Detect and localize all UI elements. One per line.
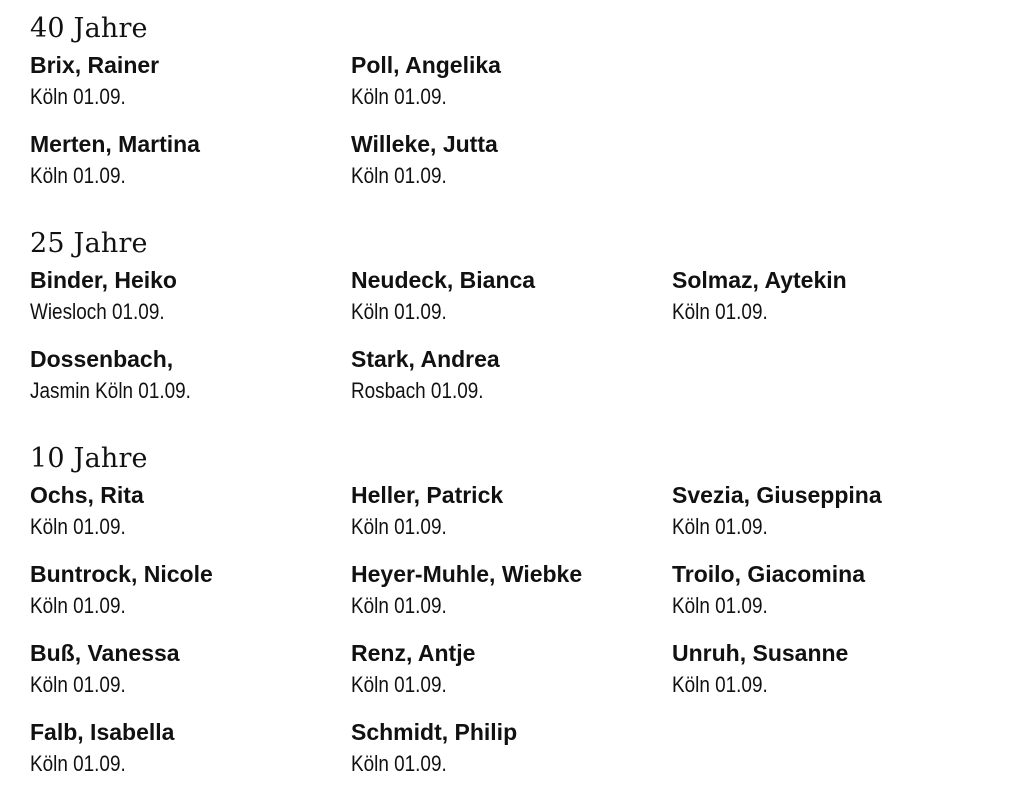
person-entry [30, 557, 351, 625]
person-name: Ochs, Rita [30, 482, 144, 508]
person-place-date: Köln 01.09. [351, 299, 447, 324]
person-name: Buß, Vanessa [30, 640, 180, 666]
person-entry [351, 636, 672, 704]
person-entry [30, 636, 351, 704]
person-name: Willeke, Jutta [351, 131, 498, 157]
person-place-date: Wiesloch 01.09. [30, 299, 165, 324]
person-entry [30, 263, 351, 331]
section-40-jahre [30, 10, 1000, 195]
person-name: Schmidt, Philip [351, 719, 518, 745]
person-entry [30, 715, 351, 783]
person-place-date: Köln 01.09. [30, 163, 126, 188]
person-place-date: Köln 01.09. [30, 672, 126, 697]
person-place-date: Köln 01.09. [672, 514, 768, 539]
section-25-jahre [30, 225, 1000, 410]
section-spacer [30, 410, 1000, 440]
person-place-date: Köln 01.09. [672, 299, 768, 324]
person-entry [672, 478, 993, 546]
person-entry [351, 127, 672, 195]
person-entry [672, 636, 993, 704]
person-place-date: Rosbach 01.09. [351, 378, 484, 403]
anniversary-list [30, 10, 1000, 783]
person-place-date: Köln 01.09. [351, 751, 447, 776]
section-title: 25 Jahre [30, 228, 148, 259]
person-place-date: Köln 01.09. [30, 514, 126, 539]
person-place-date: Köln 01.09. [30, 84, 126, 109]
person-place-date: Köln 01.09. [672, 593, 768, 618]
person-place-date: Köln 01.09. [351, 163, 447, 188]
person-entry [351, 715, 672, 783]
person-name: Heller, Patrick [351, 482, 504, 508]
person-entry [672, 557, 993, 625]
person-place-date: Köln 01.09. [351, 514, 447, 539]
person-name: Solmaz, Aytekin [672, 267, 847, 293]
person-name: Unruh, Susanne [672, 640, 849, 666]
section-title: 10 Jahre [30, 443, 148, 474]
person-place-date: Köln 01.09. [351, 593, 447, 618]
person-entry [351, 342, 672, 410]
person-entry [30, 127, 351, 195]
person-entry [30, 478, 351, 546]
section-title: 40 Jahre [30, 13, 148, 44]
person-entry [30, 48, 351, 116]
person-entry [30, 342, 351, 410]
person-name: Buntrock, Nicole [30, 561, 213, 587]
person-place-date: Köln 01.09. [30, 593, 126, 618]
person-place-date: Köln 01.09. [351, 84, 447, 109]
person-name: Brix, Rainer [30, 52, 160, 78]
person-entry [351, 478, 672, 546]
person-name: Merten, Martina [30, 131, 200, 157]
person-name: Svezia, Giuseppina [672, 482, 882, 508]
person-name: Binder, Heiko [30, 267, 177, 293]
person-name: Renz, Antje [351, 640, 476, 666]
person-entry [351, 263, 672, 331]
person-entry [672, 263, 993, 331]
person-place-date: Köln 01.09. [351, 672, 447, 697]
entry-grid [30, 478, 1000, 783]
entry-grid [30, 48, 1000, 195]
person-name: Troilo, Giacomina [672, 561, 865, 587]
person-entry [351, 48, 672, 116]
person-name: Neudeck, Bianca [351, 267, 536, 293]
person-name: Falb, Isabella [30, 719, 175, 745]
person-place-date: Köln 01.09. [672, 672, 768, 697]
section-10-jahre [30, 440, 1000, 783]
person-name: Heyer-Muhle, Wiebke [351, 561, 583, 587]
person-name: Dossenbach, [30, 346, 174, 372]
person-name: Poll, Angelika [351, 52, 501, 78]
person-place-date: Jasmin Köln 01.09. [30, 378, 191, 403]
entry-grid [30, 263, 1000, 410]
person-name: Stark, Andrea [351, 346, 500, 372]
section-spacer [30, 195, 1000, 225]
person-place-date: Köln 01.09. [30, 751, 126, 776]
person-entry [351, 557, 672, 625]
